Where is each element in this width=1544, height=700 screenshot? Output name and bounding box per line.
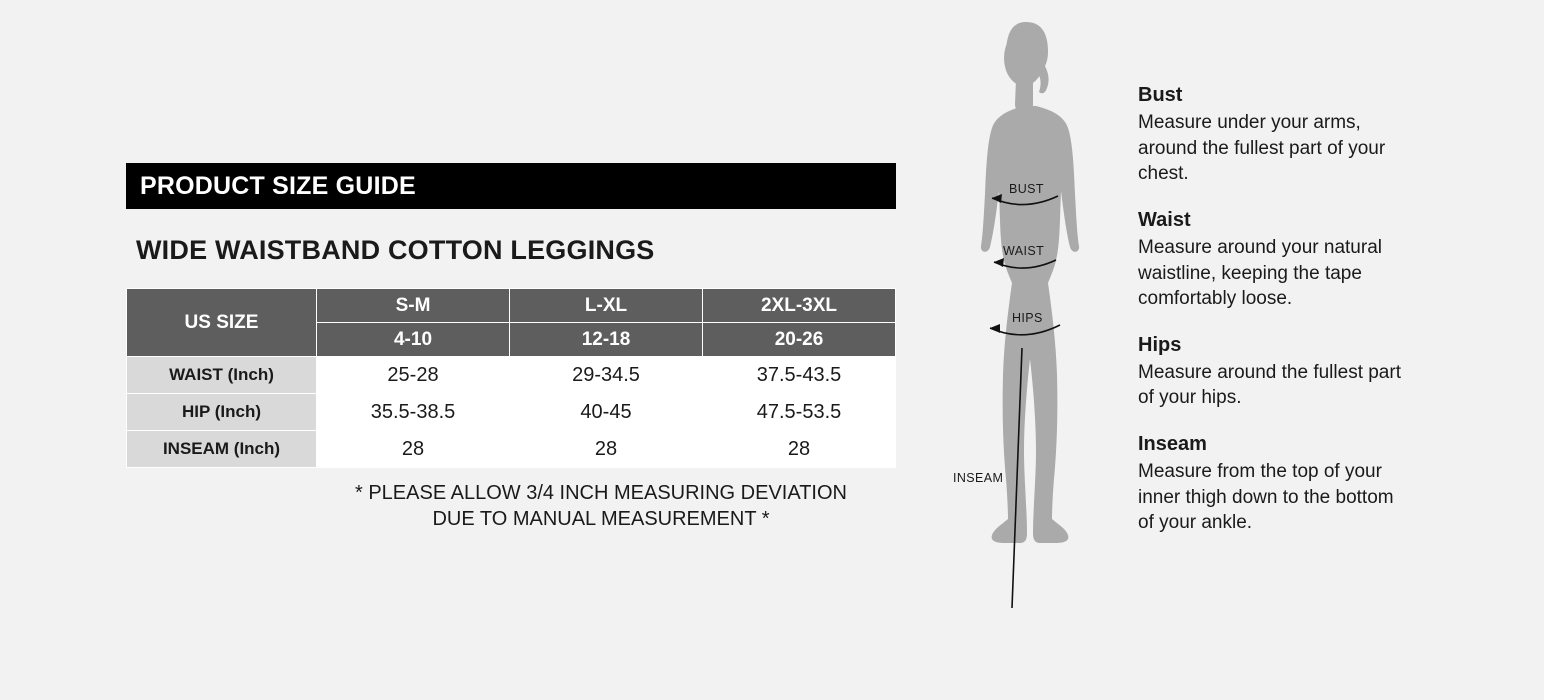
table-row [127, 357, 896, 394]
hip-value-2: 47.5-53.5 [703, 394, 896, 431]
instruction-body-inseam: Measure from the top of your inner thigh down to the bottom of your ankle. [1138, 461, 1394, 534]
figure-label-hips: HIPS [1012, 311, 1043, 325]
size-guide-panel [126, 163, 896, 532]
figure-label-bust: BUST [1009, 182, 1044, 196]
waist-value-1: 29-34.5 [510, 357, 703, 394]
measurement-note-line-2: DUE TO MANUAL MEASUREMENT * [432, 508, 770, 530]
instruction-body-bust: Measure under your arms, around the fullest part of your chest. [1138, 112, 1386, 185]
instruction-title-inseam: Inseam [1138, 433, 1207, 456]
numeric-size-0: 4-10 [317, 323, 510, 357]
hip-value-1: 40-45 [510, 394, 703, 431]
instruction-inseam [1138, 433, 1408, 536]
us-size-header: US SIZE [127, 289, 317, 357]
instruction-title-bust: Bust [1138, 84, 1183, 106]
instruction-bust [1138, 84, 1408, 187]
hip-value-0: 35.5-38.5 [317, 394, 510, 431]
figure-label-waist: WAIST [1003, 244, 1045, 258]
instruction-body-waist: Measure around your natural waistline, keeping the tape comfortably loose. [1138, 236, 1382, 310]
measurement-note-line-1: * PLEASE ALLOW 3/4 INCH MEASURING DEVIATION [355, 482, 847, 504]
row-label-waist: WAIST (Inch) [127, 357, 317, 394]
numeric-size-2: 20-26 [703, 323, 896, 357]
letter-size-2: 2XL-3XL [703, 289, 896, 323]
instruction-waist [1138, 209, 1408, 312]
inseam-value-1: 28 [510, 431, 703, 468]
numeric-size-1: 12-18 [510, 323, 703, 357]
table-row [127, 431, 896, 468]
figure-label-inseam: INSEAM [953, 471, 1004, 485]
letter-size-0: S-M [317, 289, 510, 323]
instruction-title-hips: Hips [1138, 333, 1182, 356]
guide-banner-title: PRODUCT SIZE GUIDE [140, 171, 416, 200]
row-label-hip: HIP (Inch) [127, 394, 317, 431]
waist-value-0: 25-28 [317, 357, 510, 394]
size-table [126, 288, 896, 468]
letter-size-1: L-XL [510, 289, 703, 323]
page-title: WIDE WAISTBAND COTTON LEGGINGS [136, 235, 655, 265]
instruction-hips [1138, 334, 1408, 411]
row-label-inseam: INSEAM (Inch) [127, 431, 317, 468]
instruction-body-hips: Measure around the fullest part of your hips. [1138, 361, 1401, 409]
guide-banner [126, 163, 896, 209]
inseam-value-0: 28 [317, 431, 510, 468]
inseam-value-2: 28 [703, 431, 896, 468]
measurement-instructions [1138, 84, 1408, 558]
waist-value-2: 37.5-43.5 [703, 357, 896, 394]
table-row [127, 394, 896, 431]
instruction-title-waist: Waist [1138, 208, 1191, 231]
female-body-silhouette-icon [930, 10, 1130, 670]
body-figure [930, 10, 1130, 670]
measurement-note [126, 480, 896, 532]
table-row-letter-sizes [127, 289, 896, 323]
